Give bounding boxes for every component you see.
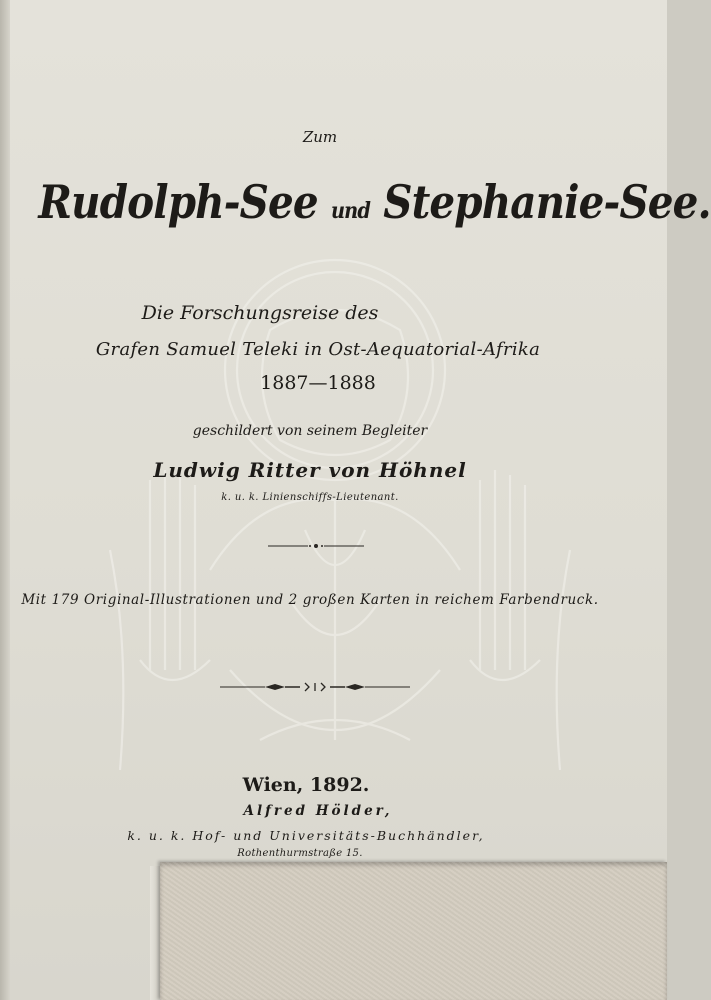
subtitle-line-1: Die Forschungsreise des [141, 302, 379, 324]
publisher-name: Alfred Hölder, [243, 803, 393, 819]
paper-insert-sheet [160, 862, 667, 1000]
described-by-line: geschildert von seinem Begleiter [192, 423, 428, 439]
illustrations-note: Mit 179 Original-Illustrationen und 2 großen Karten in reichem Farbendruck. [21, 592, 599, 608]
main-title [38, 175, 711, 229]
paper-grain-texture [160, 862, 667, 1000]
publisher-address: Rothenthurmstraße 15. [237, 848, 363, 859]
title-preposition: Zum [302, 128, 338, 146]
title-part-rudolph: Rudolph-See [38, 175, 318, 229]
publisher-role: k. u. k. Hof- und Universitäts-Buchhändler, [127, 828, 485, 843]
ornament-divider-icon [268, 540, 364, 552]
title-und: und [330, 198, 371, 224]
place-and-year: Wien, 1892. [242, 774, 370, 796]
ornament-rule-icon [220, 680, 410, 694]
author-name: Ludwig Ritter von Höhnel [153, 458, 467, 482]
title-part-stephanie: Stephanie-See. [383, 175, 711, 229]
expedition-years: 1887—1888 [260, 372, 376, 394]
subtitle-line-2: Grafen Samuel Teleki in Ost-Aequatorial-Afrika [95, 339, 541, 360]
author-rank: k. u. k. Linienschiffs-Lieutenant. [221, 492, 399, 503]
